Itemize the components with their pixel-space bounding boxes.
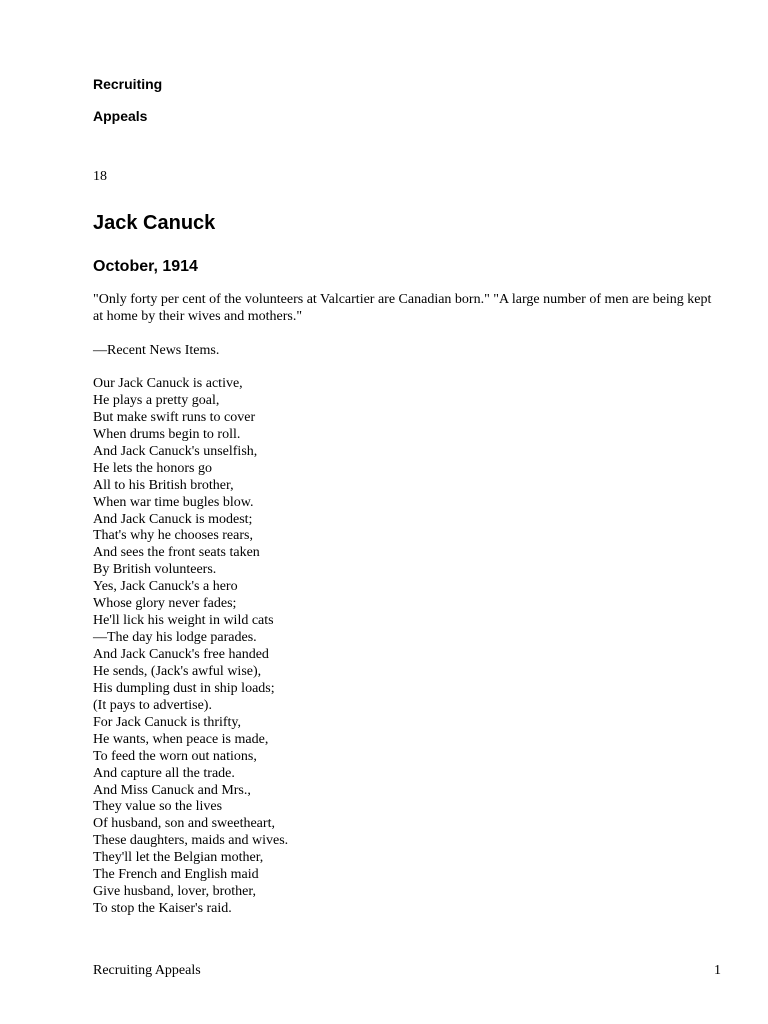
poem-line: His dumpling dust in ship loads; <box>93 680 275 696</box>
poem-line: Whose glory never fades; <box>93 596 237 612</box>
poem-line: He sends, (Jack's awful wise), <box>93 663 262 679</box>
poem-line: (It pays to advertise). <box>93 697 212 713</box>
poem-line: And Jack Canuck is modest; <box>93 511 253 527</box>
poem-line: All to his British brother, <box>93 477 234 493</box>
poem-line: When drums begin to roll. <box>93 426 241 442</box>
poem-line: That's why he chooses rears, <box>93 528 253 544</box>
poem-line: He wants, when peace is made, <box>93 731 269 747</box>
poem-line: And Jack Canuck's unselfish, <box>93 443 258 459</box>
poem-line: He plays a pretty goal, <box>93 392 220 408</box>
running-header-line-2: Appeals <box>93 108 148 124</box>
footer-page-number: 1 <box>714 963 721 978</box>
poem-line: —The day his lodge parades. <box>93 630 257 646</box>
poem-line: When war time bugles blow. <box>93 494 254 510</box>
poem-line: To stop the Kaiser's raid. <box>93 901 232 917</box>
poem-line: And Miss Canuck and Mrs., <box>93 782 251 798</box>
poem-line: And sees the front seats taken <box>93 545 260 561</box>
poem-line: And Jack Canuck's free handed <box>93 647 269 662</box>
footer-title: Recruiting Appeals <box>93 963 201 978</box>
poem-line: For Jack Canuck is thrifty, <box>93 714 242 730</box>
poem-line: These daughters, maids and wives. <box>93 833 289 849</box>
poem-line: And capture all the trade. <box>93 765 235 781</box>
poem-line: By British volunteers. <box>93 562 217 578</box>
poem-line: To feed the worn out nations, <box>93 748 257 764</box>
poem-title: Jack Canuck <box>93 212 216 234</box>
poem-date: October, 1914 <box>93 258 198 275</box>
poem-body <box>93 376 288 918</box>
poem-line: Our Jack Canuck is active, <box>93 376 243 391</box>
poem-line: But make swift runs to cover <box>93 409 256 425</box>
epigraph-quote: "Only forty per cent of the volunteers at Valcartier are Canadian born." "A large number of men are being kept at home by their wives and mothers." <box>93 292 712 324</box>
epigraph-source: —Recent News Items. <box>93 343 220 358</box>
poem-line: The French and English maid <box>93 867 259 883</box>
poem-line: He lets the honors go <box>93 460 212 476</box>
poem-line: Yes, Jack Canuck's a hero <box>93 579 238 595</box>
poem-line: They value so the lives <box>93 799 223 815</box>
running-header-line-1: Recruiting <box>93 76 163 92</box>
poem-line: Give husband, lover, brother, <box>93 884 256 900</box>
section-page-number: 18 <box>93 169 107 184</box>
poem-line: Of husband, son and sweetheart, <box>93 816 275 832</box>
poem-line: They'll let the Belgian mother, <box>93 850 264 866</box>
poem-line: He'll lick his weight in wild cats <box>93 613 274 629</box>
